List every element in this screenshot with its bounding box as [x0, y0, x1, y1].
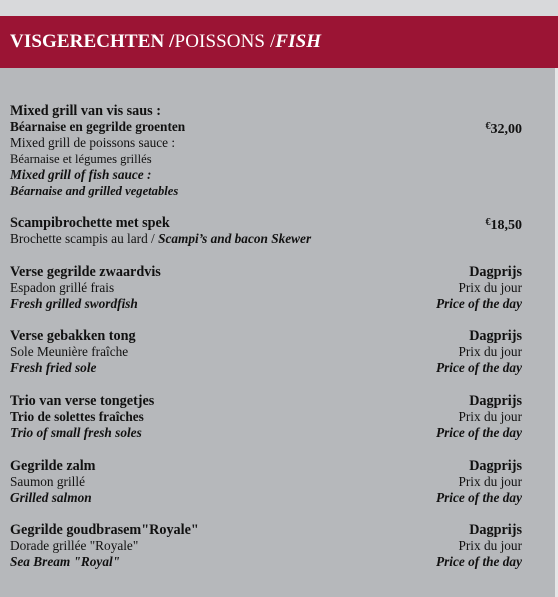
menu-item-mixed-grill	[10, 103, 522, 199]
item-price-fr: Prix du jour	[458, 344, 522, 359]
menu-item-scampi	[10, 215, 522, 247]
item-price-fr: Prix du jour	[458, 538, 522, 553]
item-price-en: Price of the day	[435, 425, 522, 440]
menu-item-sea-bream	[10, 522, 522, 570]
item-price-nl: Dagprijs	[469, 264, 522, 280]
item-name-fr: Trio de solettes fraîches	[10, 409, 144, 424]
item-price-en: Price of the day	[435, 296, 522, 311]
item-name-en: Grilled salmon	[10, 490, 92, 505]
item-name-fr: Saumon grillé	[10, 474, 85, 489]
price-amount: 32,00	[490, 122, 522, 137]
header-title-en: FISH	[275, 31, 322, 52]
menu-panel	[0, 68, 555, 597]
menu-item-salmon	[10, 458, 522, 506]
item-name-nl: Mixed grill van vis saus :	[10, 103, 161, 119]
top-strip	[0, 0, 558, 16]
item-price-fr: Prix du jour	[458, 409, 522, 424]
item-price-en: Price of the day	[435, 360, 522, 375]
item-name-fr-en	[10, 231, 522, 247]
header-title-fr: POISSONS /	[174, 31, 276, 52]
euro-sign: €	[485, 217, 491, 228]
menu-item-sole	[10, 328, 522, 376]
menu-item-swordfish	[10, 264, 522, 312]
item-name-en: Fresh fried sole	[10, 360, 97, 375]
item-name-en-line2: Béarnaise and grilled vegetables	[10, 184, 179, 198]
item-name-fr: Brochette scampis au lard /	[10, 231, 155, 246]
item-price-nl: Dagprijs	[469, 328, 522, 344]
item-name-nl: Scampibrochette met spek €18,50	[10, 215, 522, 233]
item-price-fr: Prix du jour	[458, 474, 522, 489]
item-name-nl: Gegrilde zalm	[10, 458, 96, 474]
item-price-fr: Prix du jour	[458, 280, 522, 295]
item-name-nl: Verse gegrilde zwaardvis	[10, 264, 161, 280]
item-name-fr-line2: Béarnaise et légumes grillés	[10, 152, 152, 166]
item-price-en: Price of the day	[435, 554, 522, 569]
item-name-nl: Verse gebakken tong	[10, 328, 136, 344]
menu-item-small-soles	[10, 393, 522, 441]
item-price-nl: Dagprijs	[469, 393, 522, 409]
item-price-nl: Dagprijs	[469, 522, 522, 538]
euro-sign: €	[485, 121, 491, 132]
item-name-en: Trio of small fresh soles	[10, 425, 142, 440]
item-name-en: Fresh grilled swordfish	[10, 296, 138, 311]
section-header	[0, 16, 558, 68]
item-name-fr: Mixed grill de poissons sauce :	[10, 135, 176, 150]
item-name-fr: Sole Meunière fraîche	[10, 344, 129, 359]
item-name-nl-line2: Béarnaise en gegrilde groenten €32,00	[10, 119, 522, 137]
item-price-en: Price of the day	[435, 490, 522, 505]
item-name-en: Scampi’s and bacon Skewer	[154, 231, 312, 246]
item-name-nl: Trio van verse tongetjes	[10, 393, 155, 409]
item-name-en: Sea Bream "Royal"	[10, 554, 121, 569]
item-name-nl: Gegrilde goudbrasem"Royale"	[10, 522, 199, 538]
header-title-nl: VISGERECHTEN /	[10, 31, 175, 52]
item-name-en: Mixed grill of fish sauce :	[10, 167, 152, 182]
item-name-fr: Espadon grillé frais	[10, 280, 115, 295]
item-price-nl: Dagprijs	[469, 458, 522, 474]
price-amount: 18,50	[490, 218, 522, 233]
item-name-fr: Dorade grillée "Royale"	[10, 538, 139, 553]
